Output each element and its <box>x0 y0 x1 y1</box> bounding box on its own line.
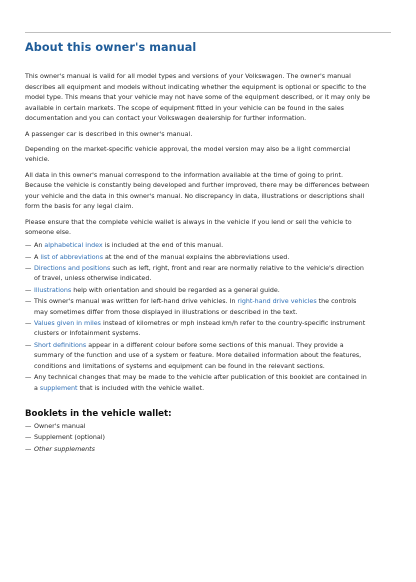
dash: — <box>25 446 32 454</box>
dash: — <box>25 242 32 250</box>
list-item <box>25 373 371 394</box>
item-text: appear in a different colour before some sections of this manual. They provide a summary of the function and use of a system or feature. More detailed information about the features, conditions and limitations of systems and equipment can be found in the relevant sections. <box>34 341 362 370</box>
booklet-other-supplements: Other supplements <box>34 446 95 454</box>
item-text: is included at the end of this manual. <box>102 242 224 250</box>
wallet-note-paragraph: Please ensure that the complete vehicle wallet is always in the vehicle if you lend or sell the vehicle to someone else. <box>25 218 352 237</box>
short-definitions-link[interactable]: Short definitions <box>34 341 87 349</box>
list-item <box>25 341 371 373</box>
info-list <box>25 241 371 394</box>
right-hand-drive-link[interactable]: right-hand drive vehicles <box>237 298 317 305</box>
abbreviations-link[interactable]: list of abbreviations <box>40 253 103 261</box>
supplement-link[interactable]: supplement <box>39 384 78 392</box>
dash: — <box>25 298 32 305</box>
alphabetical-index-link[interactable]: alphabetical index <box>44 242 103 250</box>
page-title: About this owner's manual <box>25 41 197 54</box>
dash: — <box>25 341 32 349</box>
item-text: An <box>34 242 45 250</box>
item-text: such as left, right, front and rear are normally relative to the vehicle's direction of travel, unless otherwise indicated. <box>34 264 364 283</box>
list-item <box>25 319 371 340</box>
list-item <box>25 253 371 264</box>
dash: — <box>25 422 32 430</box>
dash: — <box>25 434 32 442</box>
dash: — <box>25 374 32 382</box>
market-paragraph: Depending on the market-specific vehicle approval, the model version may also be a light commercial vehicle. <box>25 145 351 164</box>
top-rule <box>25 32 391 33</box>
item-text: at the end of the manual explains the abbreviations used. <box>103 253 290 261</box>
illustrations-link[interactable]: Illustrations <box>34 286 72 294</box>
passenger-car-paragraph: A passenger car is described in this owner's manual. <box>25 130 193 138</box>
dash: — <box>25 253 32 261</box>
list-item <box>25 445 371 456</box>
values-in-miles-link[interactable]: Values given in miles <box>34 319 101 327</box>
data-note-paragraph: All data in this owner's manual correspond to the information available at the time of going to print. Because the vehicle is constantly being developed and further improved, there may be differences between your vehicle and the data in this owner's manual. No discrepancy in data, illustrations or descriptions shall form the basis for any legal claim. <box>25 171 370 211</box>
dash: — <box>25 286 32 294</box>
list-item <box>25 241 371 252</box>
dash: — <box>25 264 32 272</box>
booklet-owners-manual: Owner's manual <box>34 422 86 430</box>
manual-body <box>25 72 371 457</box>
list-item <box>25 433 371 444</box>
item-text: A <box>34 253 41 261</box>
booklets-heading: Booklets in the vehicle wallet: <box>25 408 172 419</box>
list-item <box>25 286 371 297</box>
item-text: help with orientation and should be regarded as a general guide. <box>71 286 280 294</box>
item-text: that is included with the vehicle wallet. <box>77 384 205 392</box>
item-text: Any technical changes that may be made to the vehicle after publication of this booklet are contained in a <box>34 374 367 392</box>
item-text: instead of kilometres or mph instead km/h refer to the country-specific instrument clusters or Infotainment systems. <box>34 319 366 338</box>
dash: — <box>25 319 32 327</box>
booklets-list <box>25 422 371 456</box>
item-text: the controls may sometimes differ from those displayed in illustrations or described in the text. <box>34 298 357 316</box>
list-item <box>25 264 371 285</box>
booklet-supplement: Supplement (optional) <box>34 434 106 442</box>
list-item <box>25 297 371 318</box>
directions-link[interactable]: Directions and positions <box>34 264 111 272</box>
list-item <box>25 422 371 433</box>
item-text: This owner's manual was written for left-hand drive vehicles. In <box>34 298 238 305</box>
intro-paragraph: This owner's manual is valid for all model types and versions of your Volkswagen. The owner's manual describes all equipment and models without indicating whether the equipment is optional or specific to the model type. This means that your vehicle may not have some of the equipment described, or it may only be available in certain markets. The scope of equipment fitted in your vehicle can be found in the sales documentation and you can contact your Volkswagen dealership for further information. <box>25 73 371 123</box>
